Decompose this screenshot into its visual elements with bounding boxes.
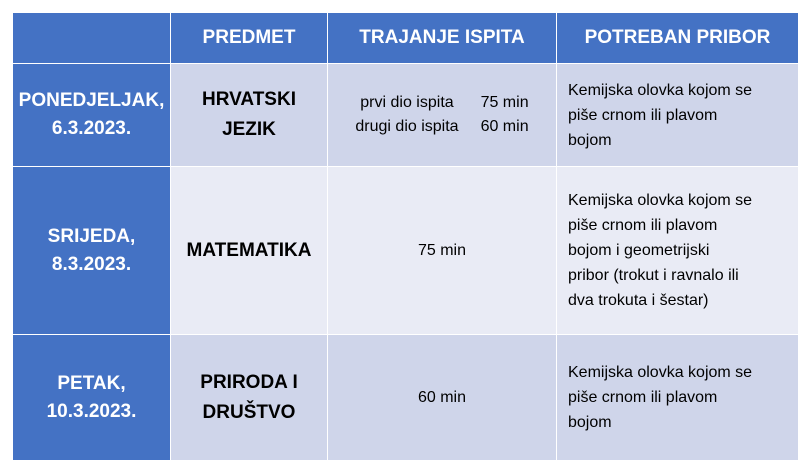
subject-cell (171, 335, 328, 461)
tools-line: piše crnom ili plavom (568, 217, 718, 234)
subject-line: JEZIK (222, 119, 276, 140)
table-row (13, 167, 799, 335)
tools-line: Kemijska olovka kojom se (568, 364, 753, 381)
tools-line: pribor (trokut i ravnalo ili (568, 267, 739, 284)
header-tools: POTREBAN PRIBOR (557, 13, 799, 64)
tools-cell (557, 167, 799, 335)
table-row (13, 335, 799, 461)
duration-part-label: drugi dio ispita (355, 118, 459, 135)
tools-line: bojom (568, 131, 612, 149)
tools-line: bojom (568, 414, 612, 431)
duration-cell: 60 min (328, 335, 557, 461)
subject-line: PRIRODA I (200, 371, 298, 393)
header-row (13, 13, 799, 64)
subject-line: MATEMATIKA (186, 239, 312, 261)
header-duration: TRAJANJE ISPITA (328, 13, 557, 64)
day-name: PETAK, (57, 372, 126, 394)
day-name: PONEDJELJAK, (18, 90, 165, 111)
tools-line: bojom i geometrijski (568, 242, 710, 259)
day-cell (13, 167, 171, 335)
tools-cell (557, 335, 799, 461)
day-date: 10.3.2023. (46, 400, 137, 422)
tools-line: piše crnom ili plavom (568, 106, 718, 124)
duration-part-value: 60 min (480, 118, 529, 135)
subject-line: DRUŠTVO (202, 401, 296, 423)
exam-schedule-table (12, 12, 799, 461)
duration-cell: 75 min (328, 167, 557, 335)
duration-cell (328, 64, 557, 167)
day-name: SRIJEDA, (47, 225, 136, 247)
header-day (13, 13, 171, 64)
tools-line: piše crnom ili plavom (568, 389, 718, 406)
tools-line: Kemijska olovka kojom se (568, 192, 753, 209)
day-cell (13, 64, 171, 167)
duration-parts (328, 91, 556, 139)
duration-part-value: 75 min (480, 94, 529, 111)
day-cell (13, 335, 171, 461)
duration-part-label: prvi dio ispita (360, 94, 454, 111)
header-subject: PREDMET (171, 13, 328, 64)
tools-cell (557, 64, 799, 167)
tools-line: dva trokuta i šestar) (568, 292, 709, 309)
day-date: 8.3.2023. (51, 253, 132, 275)
subject-line: HRVATSKI (202, 89, 296, 110)
subject-cell (171, 64, 328, 167)
subject-cell (171, 167, 328, 335)
tools-line: Kemijska olovka kojom se (568, 81, 753, 99)
table-row (13, 64, 799, 167)
day-date: 6.3.2023. (51, 118, 132, 139)
